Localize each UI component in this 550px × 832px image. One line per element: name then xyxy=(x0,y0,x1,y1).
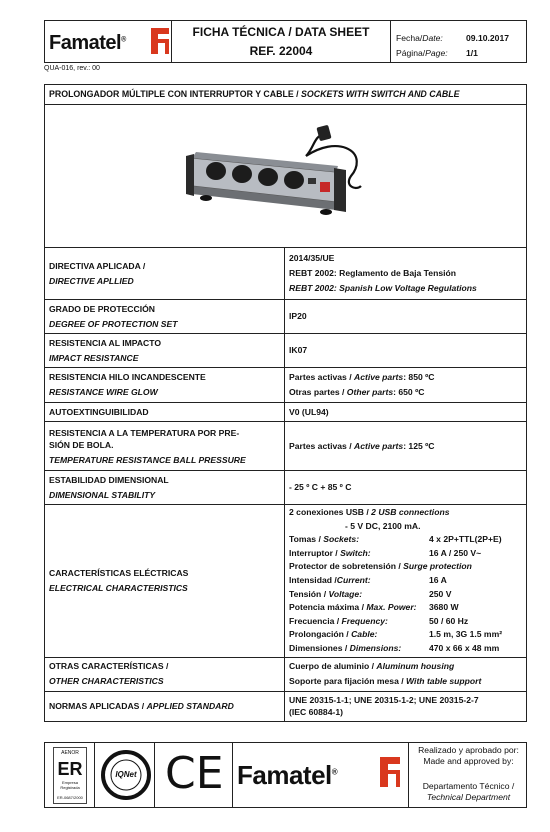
electrical-spec-key: Dimensiones / Dimensions: xyxy=(289,642,402,653)
electrical-spec-row xyxy=(289,547,522,561)
ball-value: Partes activas / Active parts: 125 ºC xyxy=(285,422,527,471)
dimensional-label: ESTABILIDAD DIMENSIONAL DIMENSIONAL STABILITY xyxy=(45,471,285,505)
electrical-spec-row xyxy=(289,642,522,656)
glow-value: Partes activas / Active parts: 850 ºC Otras partes / Other parts: 650 ºC xyxy=(285,368,527,403)
protection-value: IP20 xyxy=(285,300,527,334)
header-logo-box xyxy=(44,20,172,63)
header-meta-box xyxy=(390,20,527,63)
row-other xyxy=(45,657,527,691)
electrical-spec-value: 50 / 60 Hz xyxy=(429,615,469,626)
approved-by-es: Realizado y aprobado por: xyxy=(418,745,519,755)
row-standards xyxy=(45,691,527,721)
directive-value: 2014/35/UE REBT 2002: Reglamento de Baja Tensión REBT 2002: Spanish Low Voltage Regulations xyxy=(285,248,527,300)
electrical-spec-value: 16 A / 250 V~ xyxy=(429,547,482,558)
ce-mark: CE xyxy=(165,748,224,799)
electrical-spec-key: Potencia máxima / Max. Power: xyxy=(289,602,417,613)
electrical-spec-row xyxy=(289,615,522,629)
row-dimensional xyxy=(45,471,527,505)
standards-label: NORMAS APLICADAS / APPLIED STANDARD xyxy=(45,691,285,721)
electrical-spec-list xyxy=(289,533,522,655)
row-impact xyxy=(45,334,527,368)
electrical-spec-value: 16 A xyxy=(429,574,447,585)
electrical-spec-row xyxy=(289,601,522,615)
glow-label: RESISTENCIA HILO INCANDESCENTE RESISTANCE WIRE GLOW xyxy=(45,368,285,403)
self-ext-value: V0 (UL94) xyxy=(285,403,527,422)
electrical-spec-key: Tomas / Sockets: xyxy=(289,534,360,545)
electrical-spec-key: Frecuencia / Frequency: xyxy=(289,615,388,626)
approval-cell xyxy=(409,743,528,807)
row-glow xyxy=(45,368,527,403)
ce-cell xyxy=(155,743,233,807)
electrical-spec-key: Protector de sobretensión / Surge protection xyxy=(289,561,472,572)
date-value: 09.10.2017 xyxy=(466,33,510,43)
approved-by-en: Made and approved by: xyxy=(423,756,514,766)
other-value: Cuerpo de aluminio / Aluminum housing Soporte para fijación mesa / With table support xyxy=(285,657,527,691)
electrical-spec-row xyxy=(289,588,522,602)
doc-title: FICHA TÉCNICA / DATA SHEET xyxy=(192,25,370,39)
row-electrical xyxy=(45,505,527,658)
electrical-spec-row xyxy=(289,533,522,547)
product-title: PROLONGADOR MÚLTIPLE CON INTERRUPTOR Y CABLE / SOCKETS WITH SWITCH AND CABLE xyxy=(45,85,527,105)
aenor-cell xyxy=(45,743,95,807)
product-image-row xyxy=(45,105,527,248)
electrical-spec-key: Intensidad /Current: xyxy=(289,574,371,585)
electrical-label: CARACTERÍSTICAS ELÉCTRICAS ELECTRICAL CHARACTERISTICS xyxy=(45,505,285,658)
power-strip-image xyxy=(186,116,386,236)
date-label: Fecha/Date: xyxy=(396,33,443,43)
department-en: Technical Department xyxy=(426,792,511,802)
impact-label: RESISTENCIA AL IMPACTO IMPACT RESISTANCE xyxy=(45,334,285,368)
electrical-spec-value: 3680 W xyxy=(429,602,459,613)
electrical-spec-value: 4 x 2P+TTL(2P+E) xyxy=(429,534,502,545)
electrical-spec-row xyxy=(289,574,522,588)
doc-code: QUA-016, rev.: 00 xyxy=(44,65,100,72)
row-ball-pressure xyxy=(45,422,527,471)
footer xyxy=(44,742,527,808)
electrical-spec-value: 250 V xyxy=(429,588,452,599)
other-label: OTRAS CARACTERÍSTICAS / OTHER CHARACTERISTICS xyxy=(45,657,285,691)
brand-cell xyxy=(233,743,409,807)
row-directive xyxy=(45,248,527,300)
dimensional-value: - 25 º C + 85 º C xyxy=(285,471,527,505)
electrical-spec-key: Interruptor / Switch: xyxy=(289,547,371,558)
page-value: 1/1 xyxy=(466,48,478,58)
famatel-logo: Famatel® xyxy=(49,32,126,54)
row-protection xyxy=(45,300,527,334)
impact-value: IK07 xyxy=(285,334,527,368)
self-ext-label: AUTOEXTINGUIBILIDAD xyxy=(45,403,285,422)
footer-famatel-logo: Famatel® xyxy=(237,760,338,790)
famatel-f-icon xyxy=(151,28,169,54)
footer-famatel-f-icon xyxy=(380,757,400,787)
header-title-box xyxy=(171,20,391,63)
iqnet-cell xyxy=(95,743,155,807)
page-label: Página/Page: xyxy=(396,48,448,58)
electrical-spec-row xyxy=(289,628,522,642)
protection-label: GRADO DE PROTECCIÓN DEGREE OF PROTECTION SET xyxy=(45,300,285,334)
directive-label: DIRECTIVA APLICADA / DIRECTIVE APLLIED xyxy=(45,248,285,300)
electrical-spec-row xyxy=(289,560,522,574)
electrical-spec-key: Tensión / Voltage: xyxy=(289,588,363,599)
doc-reference: REF. 22004 xyxy=(249,44,313,58)
product-title-row xyxy=(45,85,527,105)
iqnet-text: IQNet xyxy=(115,770,137,779)
electrical-value: 2 conexiones USB / 2 USB connections - 5 V DC, 2100 mA. Tomas / Sockets: 4 x 2P+TTL(2P+E) Interruptor / Switch: 16 A / 250 V~ Protector de sobretensión / Surge protection Intensidad /Current: 16 A Tensión / Voltage: 250 V Potencia máxima / Max. Power: 3680 W Frecuencia / Frequency: 50 / 60 Hz Prolongación / Cable: 1.5 m, 3G 1.5 mm² Dimensiones / Dimensions: 470 x 66 x 48 mm xyxy=(285,505,527,658)
spec-table xyxy=(44,84,527,722)
aenor-logo: AENOR ER Empresa Registrada ER-0687/2000 xyxy=(53,747,87,804)
standards-value: UNE 20315-1-1; UNE 20315-1-2; UNE 20315-2-7 (IEC 60884-1) xyxy=(285,691,527,721)
electrical-spec-value: 1.5 m, 3G 1.5 mm² xyxy=(429,629,503,640)
department-es: Departamento Técnico / xyxy=(422,781,515,791)
electrical-spec-key: Prolongación / Cable: xyxy=(289,629,378,640)
row-self-extinguishing xyxy=(45,403,527,422)
ball-label: RESISTENCIA A LA TEMPERATURA POR PRE- SIÓN DE BOLA. TEMPERATURE RESISTANCE BALL PRESSURE xyxy=(45,422,285,471)
product-image-cell xyxy=(45,105,527,248)
electrical-spec-value: 470 x 66 x 48 mm xyxy=(429,642,500,653)
